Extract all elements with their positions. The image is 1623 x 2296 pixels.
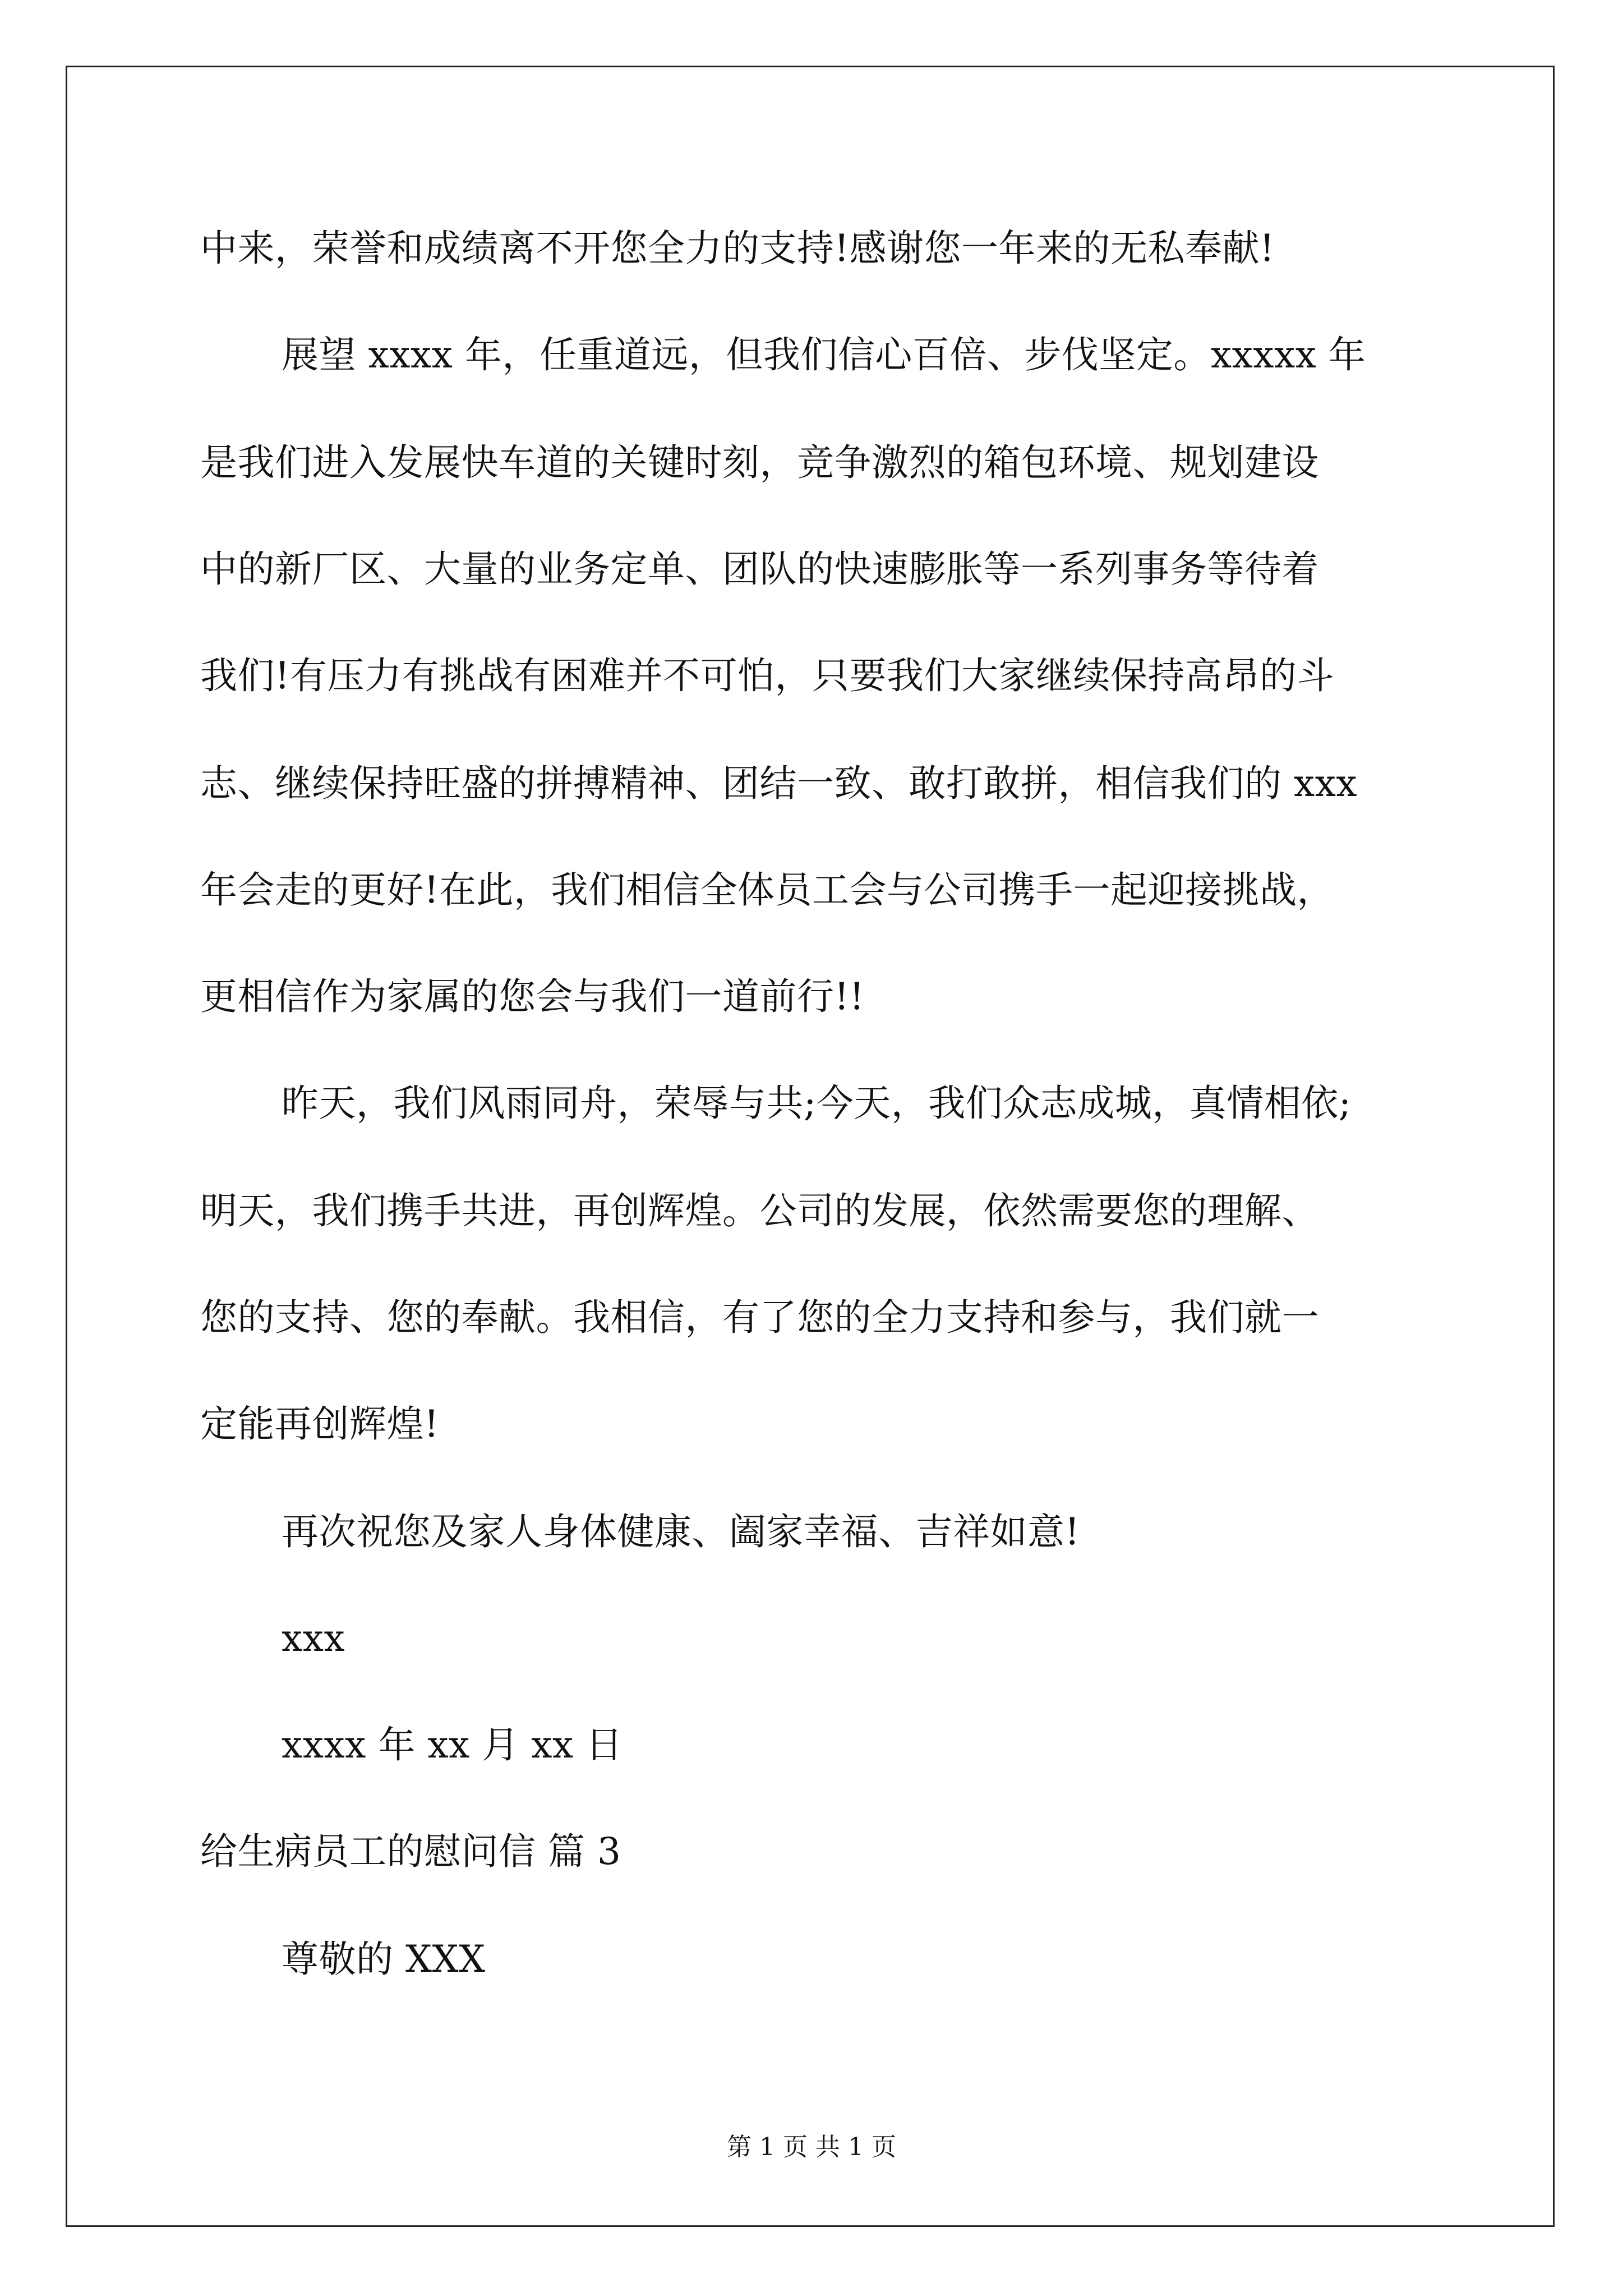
body-text-line: 是我们进入发展快车道的关键时刻，竞争激烈的箱包环境、规划建设 [200, 441, 1319, 484]
body-text-line: 我们!有压力有挑战有困难并不可怕，只要我们大家继续保持高昂的斗 [200, 654, 1335, 697]
signature-date: xxxx 年 xx 月 xx 日 [282, 1723, 623, 1766]
section-heading: 给生病员工的慰问信 篇 3 [200, 1830, 621, 1873]
paragraph-start-line: 展望 xxxx 年，任重道远，但我们信心百倍、步伐坚定。xxxxx 年 [282, 333, 1366, 376]
salutation-line: 尊敬的 XXX [282, 1938, 486, 1981]
signature-name: xxx [282, 1617, 345, 1660]
body-text-line: 定能再创辉煌! [200, 1402, 440, 1446]
body-text-line: 志、继续保持旺盛的拼搏精神、团结一致、敢打敢拼，相信我们的 xxx [200, 762, 1358, 805]
body-text-line: 明天，我们携手共进，再创辉煌。公司的发展，依然需要您的理解、 [200, 1189, 1319, 1232]
page-footer: 第 1 页 共 1 页 [727, 2133, 896, 2161]
body-text-line: 中的新厂区、大量的业务定单、团队的快速膨胀等一系列事务等待着 [200, 547, 1319, 591]
page-border [66, 66, 1555, 2227]
body-text-line: 年会走的更好!在此，我们相信全体员工会与公司携手一起迎接挑战， [200, 868, 1335, 912]
body-text-line: 更相信作为家属的您会与我们一道前行!! [200, 975, 865, 1018]
paragraph-start-line: 昨天，我们风雨同舟，荣辱与共;今天，我们众志成城，真情相依; [282, 1082, 1352, 1125]
closing-wish-line: 再次祝您及家人身体健康、阖家幸福、吉祥如意! [282, 1510, 1080, 1553]
body-text-line: 您的支持、您的奉献。我相信，有了您的全力支持和参与，我们就一 [200, 1296, 1319, 1339]
body-text-line: 中来，荣誉和成绩离不开您全力的支持!感谢您一年来的无私奉献! [200, 227, 1275, 270]
